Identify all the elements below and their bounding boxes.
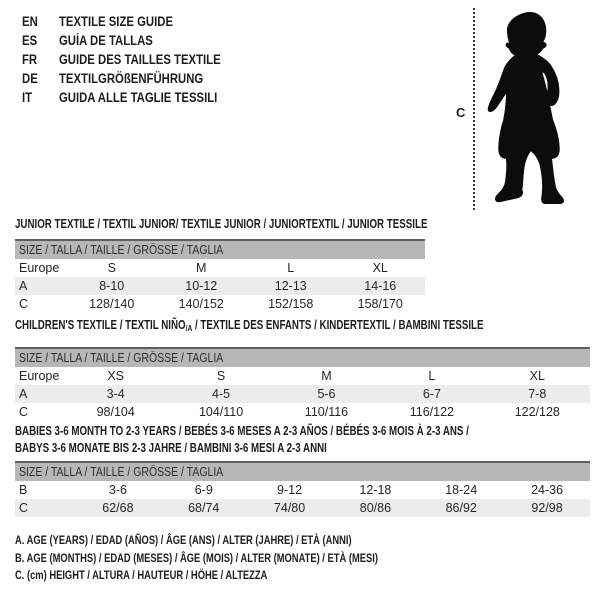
- size-cell: 110/116: [304, 405, 349, 419]
- size-cell: 12-18: [359, 483, 392, 497]
- size-cell: 158/170: [357, 297, 403, 311]
- table-row: [15, 295, 425, 313]
- height-measure-line: [473, 8, 475, 210]
- language-row: [22, 88, 221, 107]
- size-header-label: SIZE / TALLA / TAILLE / GRÖSSE / TAGLIA: [19, 351, 224, 365]
- size-header-row: [15, 240, 425, 259]
- size-cell: S: [216, 369, 226, 383]
- row-label: Europe: [19, 369, 60, 383]
- children-title-sub: /A: [185, 323, 193, 333]
- table-row: [15, 499, 590, 517]
- footnote-c: C. (cm) HEIGHT / ALTURA / HAUTEUR / HÖHE / ALTEZZA: [15, 568, 268, 582]
- table-row: [15, 277, 425, 295]
- language-row: [22, 50, 221, 69]
- junior-section-title: JUNIOR TEXTILE / TEXTIL JUNIOR/ TEXTILE JUNIOR / JUNIORTEXTIL / JUNIOR TESSILE: [15, 217, 428, 231]
- size-cell: XS: [107, 369, 125, 383]
- size-cell: 98/104: [96, 405, 135, 419]
- junior-size-table: [15, 239, 425, 313]
- row-label: C: [19, 405, 29, 419]
- size-cell: 12-13: [246, 277, 336, 295]
- size-cell: XL: [372, 261, 388, 275]
- babies-title-line-1: BABIES 3-6 MONTH TO 2-3 YEARS / BEBÉS 3-6 MESES A 2-3 AÑOS / BÉBÉS 3-6 MOIS À 2-3 ANS /: [15, 424, 469, 438]
- table-row: [15, 385, 590, 403]
- language-code: DE: [22, 71, 38, 86]
- children-section-title: [15, 318, 484, 333]
- table-row: [15, 481, 590, 499]
- size-cell: 5-6: [274, 385, 379, 403]
- language-code: FR: [22, 52, 38, 67]
- language-list: [22, 12, 259, 107]
- children-size-table: [15, 347, 590, 421]
- language-title: TEXTILGRÖßENFÜHRUNG: [58, 71, 204, 86]
- language-row: [22, 69, 221, 88]
- table-row: [15, 259, 425, 277]
- size-cell: 8-10: [67, 277, 157, 295]
- size-cell: 68/74: [161, 499, 247, 517]
- size-cell: 62/68: [75, 499, 161, 517]
- size-cell: 6-7: [379, 385, 484, 403]
- language-code: EN: [22, 14, 38, 29]
- size-cell: M: [321, 369, 332, 383]
- size-cell: 74/80: [247, 499, 333, 517]
- language-row: [22, 12, 221, 31]
- size-cell: 116/122: [409, 405, 454, 419]
- size-cell: 80/86: [332, 499, 418, 517]
- language-title: TEXTILE SIZE GUIDE: [58, 14, 174, 29]
- children-title-rest: / TEXTILE DES ENFANTS / KINDERTEXTIL / BAMBINI TESSILE: [192, 318, 484, 332]
- language-title: GUIDE DES TAILLES TEXTILE: [58, 52, 221, 67]
- size-cell: 4-5: [168, 385, 273, 403]
- size-cell: 128/140: [89, 297, 135, 311]
- language-code: IT: [22, 90, 33, 105]
- footnote-b: B. AGE (MONTHS) / EDAD (MESES) / ÂGE (MOIS) / ALTER (MONATE) / ETÀ (MESI): [15, 550, 378, 565]
- babies-size-table: [15, 461, 590, 517]
- language-code: ES: [22, 33, 38, 48]
- size-header-label: SIZE / TALLA / TAILLE / GRÖSSE / TAGLIA: [19, 465, 224, 479]
- size-cell: 7-8: [485, 385, 590, 403]
- size-cell: 14-16: [336, 277, 426, 295]
- size-cell: L: [428, 369, 436, 383]
- size-cell: M: [196, 261, 207, 275]
- row-label: B: [19, 483, 28, 497]
- language-title: GUIDA ALLE TAGLIE TESSILI: [58, 90, 218, 105]
- row-label: A: [15, 277, 67, 295]
- table-row: [15, 367, 590, 385]
- size-cell: L: [287, 261, 295, 275]
- size-cell: XL: [529, 369, 545, 383]
- size-cell: 3-6: [108, 483, 127, 497]
- language-row: [22, 31, 221, 50]
- size-cell: 10-12: [157, 277, 247, 295]
- size-header-row: [15, 462, 590, 481]
- footnote-a: A. AGE (YEARS) / EDAD (AÑOS) / ÂGE (ANS) / ALTER (JAHRE) / ETÀ (ANNI): [15, 533, 352, 547]
- size-cell: 152/158: [268, 297, 314, 311]
- row-label: C: [19, 297, 29, 311]
- baby-silhouette-icon: [481, 4, 577, 212]
- size-cell: 3-4: [63, 385, 168, 403]
- size-cell: 18-24: [445, 483, 478, 497]
- size-cell: 104/110: [198, 405, 244, 419]
- babies-section-title: [15, 423, 469, 457]
- size-cell: 6-9: [194, 483, 213, 497]
- babies-title-line-2: BABYS 3-6 MONATE BIS 2-3 JAHRE / BAMBINI 3-6 MESI A 2-3 ANNI: [15, 441, 327, 455]
- size-header-row: [15, 348, 590, 367]
- row-label: A: [15, 385, 63, 403]
- size-cell: 86/92: [418, 499, 504, 517]
- size-cell: 122/128: [514, 405, 560, 419]
- table-row: [15, 403, 590, 421]
- size-cell: 9-12: [277, 483, 303, 497]
- size-cell: 24-36: [531, 483, 564, 497]
- size-cell: 92/98: [504, 499, 590, 517]
- footnotes: [15, 532, 480, 585]
- size-header-label: SIZE / TALLA / TAILLE / GRÖSSE / TAGLIA: [19, 243, 224, 257]
- height-label-c: C: [456, 105, 466, 120]
- size-cell: 140/152: [178, 297, 224, 311]
- row-label: C: [15, 499, 75, 517]
- children-title-main: CHILDREN'S TEXTILE / TEXTIL NIÑO: [15, 318, 186, 332]
- size-cell: S: [107, 261, 116, 275]
- row-label: Europe: [19, 261, 60, 275]
- language-title: GUÍA DE TALLAS: [58, 33, 153, 48]
